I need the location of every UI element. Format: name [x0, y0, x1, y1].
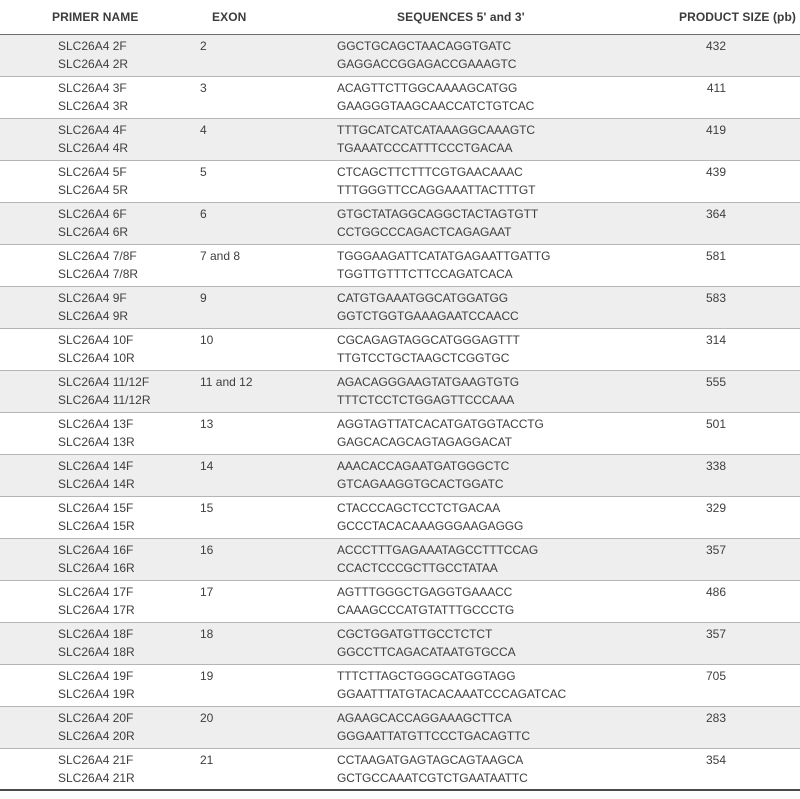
product-size-cell [655, 664, 800, 706]
primer-forward-name: SLC26A4 20F [58, 710, 134, 725]
product-size-value: 581 [705, 248, 726, 263]
sequence-forward: CGCAGAGTAGGCATGGGAGTTT [337, 332, 520, 347]
sequence-reverse: TTGTCCTGCTAAGCTCGGTGC [337, 350, 510, 365]
product-size-cell [655, 706, 800, 748]
exon-value: 6 [200, 206, 207, 221]
table-row [0, 244, 800, 286]
primer-forward-name: SLC26A4 5F [58, 164, 127, 179]
primer-forward-name: SLC26A4 18F [58, 626, 134, 641]
exon-value: 2 [200, 38, 207, 53]
exon-cell [200, 118, 337, 160]
table-row [0, 76, 800, 118]
exon-value: 3 [200, 80, 207, 95]
exon-value: 15 [200, 500, 214, 515]
primer-name-cell [0, 76, 200, 118]
product-size-cell [655, 160, 800, 202]
table-row [0, 286, 800, 328]
product-size-value: 705 [705, 668, 726, 683]
exon-cell [200, 496, 337, 538]
primer-reverse-name: SLC26A4 13R [58, 434, 135, 449]
product-size-cell [655, 370, 800, 412]
sequence-forward: CATGTGAAATGGCATGGATGG [337, 290, 509, 305]
sequence-forward: AGTTTGGGCTGAGGTGAAACC [337, 584, 513, 599]
exon-cell [200, 76, 337, 118]
sequence-reverse: TTTCTCCTCTGGAGTTCCCAAA [337, 392, 515, 407]
product-size-cell [655, 538, 800, 580]
header-primer-name: PRIMER NAME [0, 0, 200, 34]
product-size-cell [655, 202, 800, 244]
exon-cell [200, 454, 337, 496]
product-size-value: 555 [705, 374, 726, 389]
primer-forward-name: SLC26A4 9F [58, 290, 127, 305]
sequence-cell [337, 706, 655, 748]
exon-value: 18 [200, 626, 214, 641]
primer-forward-name: SLC26A4 15F [58, 500, 134, 515]
sequence-cell [337, 538, 655, 580]
sequence-reverse: GAAGGGTAAGCAACCATCTGTCAC [337, 98, 535, 113]
sequence-reverse: GAGGACCGGAGACCGAAAGTC [337, 56, 517, 71]
table-row [0, 454, 800, 496]
primer-name-cell [0, 160, 200, 202]
product-size-value: 364 [705, 206, 726, 221]
table-row [0, 706, 800, 748]
sequence-cell [337, 454, 655, 496]
exon-cell [200, 706, 337, 748]
primer-name-cell [0, 664, 200, 706]
table-row [0, 748, 800, 790]
product-size-value: 486 [705, 584, 726, 599]
sequence-forward: GGCTGCAGCTAACAGGTGATC [337, 38, 512, 53]
primer-forward-name: SLC26A4 19F [58, 668, 134, 683]
table-row [0, 580, 800, 622]
exon-value: 16 [200, 542, 214, 557]
product-size-value: 501 [705, 416, 726, 431]
table-row [0, 118, 800, 160]
product-size-cell [655, 580, 800, 622]
product-size-value: 411 [706, 80, 726, 95]
primer-forward-name: SLC26A4 14F [58, 458, 134, 473]
exon-cell [200, 664, 337, 706]
exon-value: 11 and 12 [200, 374, 253, 389]
primer-forward-name: SLC26A4 13F [58, 416, 134, 431]
primer-forward-name: SLC26A4 11/12F [58, 374, 150, 389]
product-size-value: 419 [705, 122, 726, 137]
primer-name-cell [0, 328, 200, 370]
product-size-cell [655, 748, 800, 790]
sequence-cell [337, 370, 655, 412]
exon-value: 7 and 8 [200, 248, 241, 263]
sequence-forward: AAACACCAGAATGATGGGCTC [337, 458, 510, 473]
primer-name-cell [0, 34, 200, 76]
exon-cell [200, 160, 337, 202]
exon-value: 5 [200, 164, 207, 179]
sequence-forward: CTACCCAGCTCCTCTGACAA [337, 500, 501, 515]
exon-cell [200, 286, 337, 328]
product-size-value: 583 [705, 290, 726, 305]
product-size-cell [655, 286, 800, 328]
sequence-reverse: TGAAATCCCATTTCCCTGACAA [337, 140, 513, 155]
table-row [0, 664, 800, 706]
exon-cell [200, 370, 337, 412]
sequence-cell [337, 76, 655, 118]
primer-reverse-name: SLC26A4 16R [58, 560, 135, 575]
primer-name-cell [0, 202, 200, 244]
sequence-reverse: CAAAGCCCATGTATTTGCCCTG [337, 602, 515, 617]
sequence-cell [337, 412, 655, 454]
table-row [0, 496, 800, 538]
product-size-value: 338 [705, 458, 726, 473]
primer-name-cell [0, 496, 200, 538]
sequence-reverse: GCCCTACACAAAGGGAAGAGGG [337, 518, 524, 533]
sequence-forward: AGAAGCACCAGGAAAGCTTCA [337, 710, 512, 725]
sequence-forward: ACCCTTTGAGAAATAGCCTTTCCAG [337, 542, 539, 557]
sequence-cell [337, 160, 655, 202]
exon-cell [200, 748, 337, 790]
primer-reverse-name: SLC26A4 18R [58, 644, 135, 659]
exon-value: 4 [200, 122, 207, 137]
sequence-forward: CTCAGCTTCTTTCGTGAACAAAC [337, 164, 523, 179]
exon-cell [200, 244, 337, 286]
sequence-cell [337, 748, 655, 790]
header-product-size: PRODUCT SIZE (pb) [655, 0, 800, 34]
product-size-cell [655, 622, 800, 664]
table-row [0, 370, 800, 412]
sequence-forward: AGACAGGGAAGTATGAAGTGTG [337, 374, 520, 389]
header-exon: EXON [200, 0, 337, 34]
sequence-cell [337, 664, 655, 706]
sequence-cell [337, 580, 655, 622]
exon-cell [200, 412, 337, 454]
primer-name-cell [0, 706, 200, 748]
primer-reverse-name: SLC26A4 20R [58, 728, 135, 743]
product-size-value: 283 [705, 710, 726, 725]
exon-value: 17 [200, 584, 214, 599]
primer-name-cell [0, 538, 200, 580]
product-size-value: 432 [705, 38, 726, 53]
product-size-cell [655, 118, 800, 160]
product-size-cell [655, 496, 800, 538]
primer-reverse-name: SLC26A4 21R [58, 770, 135, 785]
sequence-forward: GTGCTATAGGCAGGCTACTAGTGTT [337, 206, 539, 221]
sequence-cell [337, 328, 655, 370]
primer-name-cell [0, 286, 200, 328]
sequence-forward: AGGTAGTTATCACATGATGGTACCTG [337, 416, 544, 431]
exon-value: 14 [200, 458, 214, 473]
table-header-row [0, 0, 800, 34]
table-row [0, 622, 800, 664]
primer-name-cell [0, 244, 200, 286]
sequence-reverse: GTCAGAAGGTGCACTGGATC [337, 476, 504, 491]
primer-forward-name: SLC26A4 7/8F [58, 248, 137, 263]
product-size-value: 357 [705, 626, 726, 641]
table-row [0, 202, 800, 244]
primer-name-cell [0, 622, 200, 664]
primer-forward-name: SLC26A4 2F [58, 38, 127, 53]
exon-cell [200, 538, 337, 580]
exon-value: 10 [200, 332, 214, 347]
exon-value: 20 [200, 710, 214, 725]
product-size-cell [655, 454, 800, 496]
primer-reverse-name: SLC26A4 3R [58, 98, 129, 113]
product-size-cell [655, 244, 800, 286]
primer-reverse-name: SLC26A4 17R [58, 602, 135, 617]
sequence-reverse: GAGCACAGCAGTAGAGGACAT [337, 434, 512, 449]
sequence-reverse: GCTGCCAAATCGTCTGAATAATTC [337, 770, 528, 785]
exon-value: 13 [200, 416, 214, 431]
primer-forward-name: SLC26A4 4F [58, 122, 127, 137]
sequence-cell [337, 286, 655, 328]
sequence-cell [337, 202, 655, 244]
primer-forward-name: SLC26A4 17F [58, 584, 134, 599]
primer-name-cell [0, 118, 200, 160]
sequence-cell [337, 496, 655, 538]
sequence-cell [337, 622, 655, 664]
table-row [0, 34, 800, 76]
table-row [0, 412, 800, 454]
sequence-reverse: GGTCTGGTGAAAGAATCCAACC [337, 308, 519, 323]
primer-name-cell [0, 412, 200, 454]
product-size-cell [655, 34, 800, 76]
primer-reverse-name: SLC26A4 4R [58, 140, 129, 155]
product-size-cell [655, 76, 800, 118]
sequence-forward: TGGGAAGATTCATATGAGAATTGATTG [337, 248, 551, 263]
table-row [0, 538, 800, 580]
exon-cell [200, 34, 337, 76]
primer-reverse-name: SLC26A4 6R [58, 224, 129, 239]
table-row [0, 328, 800, 370]
product-size-cell [655, 412, 800, 454]
table-row [0, 160, 800, 202]
sequence-reverse: TGGTTGTTTCTTCCAGATCACA [337, 266, 513, 281]
sequence-cell [337, 34, 655, 76]
primer-reverse-name: SLC26A4 19R [58, 686, 135, 701]
primer-reverse-name: SLC26A4 15R [58, 518, 135, 533]
product-size-cell [655, 328, 800, 370]
product-size-value: 354 [705, 752, 726, 767]
product-size-value: 314 [705, 332, 726, 347]
exon-cell [200, 580, 337, 622]
exon-cell [200, 622, 337, 664]
exon-value: 9 [200, 290, 207, 305]
exon-cell [200, 202, 337, 244]
primer-reverse-name: SLC26A4 7/8R [58, 266, 139, 281]
primer-reverse-name: SLC26A4 14R [58, 476, 135, 491]
sequence-forward: ACAGTTCTTGGCAAAAGCATGG [337, 80, 518, 95]
sequence-reverse: GGCCTTCAGACATAATGTGCCA [337, 644, 516, 659]
sequence-reverse: TTTGGGTTCCAGGAAATTACTTTGT [337, 182, 536, 197]
sequence-forward: CGCTGGATGTTGCCTCTCT [337, 626, 493, 641]
table-body [0, 34, 800, 790]
primer-forward-name: SLC26A4 16F [58, 542, 134, 557]
primer-reverse-name: SLC26A4 9R [58, 308, 129, 323]
sequence-reverse: CCACTCCCGCTTGCCTATAA [337, 560, 498, 575]
primer-forward-name: SLC26A4 10F [58, 332, 134, 347]
primer-name-cell [0, 580, 200, 622]
primer-reverse-name: SLC26A4 11/12R [58, 392, 151, 407]
product-size-value: 329 [705, 500, 726, 515]
primer-forward-name: SLC26A4 21F [58, 752, 134, 767]
primer-name-cell [0, 748, 200, 790]
sequence-reverse: GGGAATTATGTTCCCTGACAGTTC [337, 728, 530, 743]
primer-name-cell [0, 454, 200, 496]
exon-value: 19 [200, 668, 214, 683]
header-sequences: SEQUENCES 5' and 3' [337, 0, 655, 34]
sequence-reverse: GGAATTTATGTACACAAATCCCAGATCAC [337, 686, 567, 701]
primer-reverse-name: SLC26A4 5R [58, 182, 129, 197]
primer-reverse-name: SLC26A4 10R [58, 350, 135, 365]
sequence-cell [337, 118, 655, 160]
sequence-forward: CCTAAGATGAGTAGCAGTAAGCA [337, 752, 524, 767]
exon-cell [200, 328, 337, 370]
sequence-cell [337, 244, 655, 286]
primer-name-cell [0, 370, 200, 412]
product-size-value: 357 [705, 542, 726, 557]
primer-forward-name: SLC26A4 6F [58, 206, 127, 221]
sequence-forward: TTTCTTAGCTGGGCATGGTAGG [337, 668, 516, 683]
primer-reverse-name: SLC26A4 2R [58, 56, 129, 71]
sequence-forward: TTTGCATCATCATAAAGGCAAAGTC [337, 122, 535, 137]
sequence-reverse: CCTGGCCCAGACTCAGAGAAT [337, 224, 512, 239]
primer-forward-name: SLC26A4 3F [58, 80, 127, 95]
product-size-value: 439 [705, 164, 726, 179]
exon-value: 21 [200, 752, 214, 767]
